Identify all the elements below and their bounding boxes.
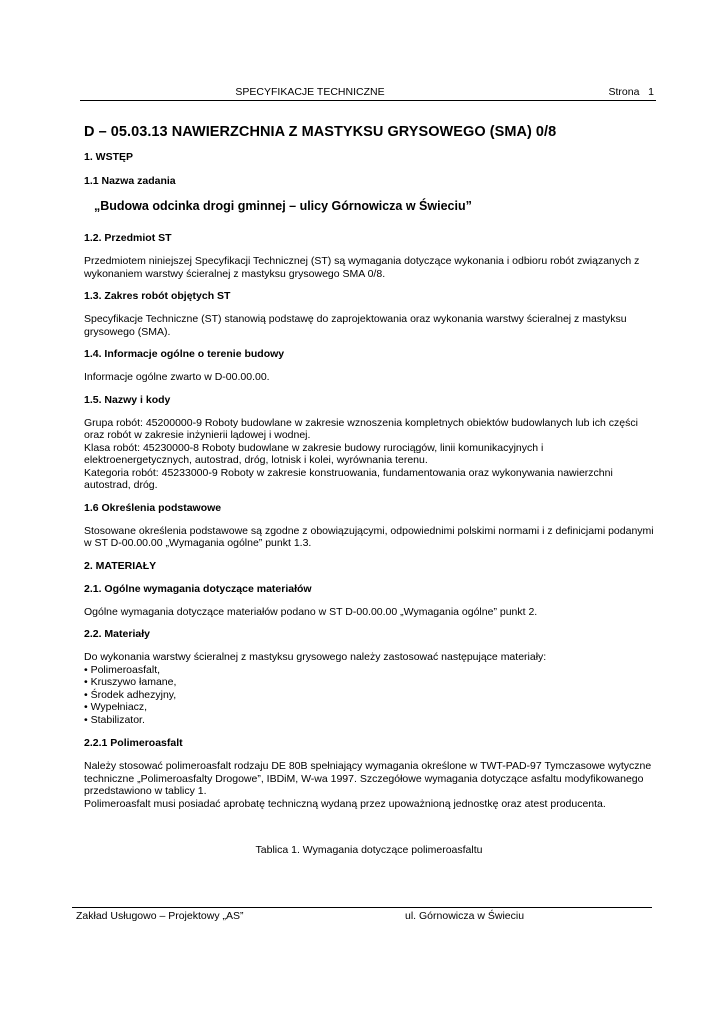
task-name: „Budowa odcinka drogi gminnej – ulicy Górnowicza w Świeciu” — [94, 199, 472, 213]
table-caption: Tablica 1. Wymagania dotyczące polimeroasfaltu — [255, 844, 483, 856]
list-item: • Kruszywo łamane, — [84, 676, 654, 689]
footer-company: Zakład Usługowo – Projektowy „AS” — [76, 910, 244, 922]
section-heading-1-4: 1.4. Informacje ogólne o terenie budowy — [84, 348, 285, 360]
list-item: • Wypełniacz, — [84, 701, 654, 714]
section-heading-1-1: 1.1 Nazwa zadania — [84, 175, 176, 187]
section-heading-1: 1. WSTĘP — [84, 151, 134, 163]
paragraph-2-2: Do wykonania warstwy ścieralnej z mastyksu grysowego należy zastosować następujące materiały: — [84, 651, 547, 663]
document-title: D – 05.03.13 NAWIERZCHNIA Z MASTYKSU GRYSOWEGO (SMA) 0/8 — [84, 124, 557, 140]
paragraph-1-5-class: Klasa robót: 45230000-8 Roboty budowlane w zakresie budowy rurociągów, linii komunikacyjnych i elektroenergetycznych, autostrad, dróg, lotnisk i kolei, wyrównania terenu. — [84, 441, 544, 466]
paragraph-1-5-category: Kategoria robót: 45233000-9 Roboty w zakresie konstruowania, fundamentowania oraz wykonywania nawierzchni autostrad, dróg. — [84, 466, 613, 491]
paragraph-1-3: Specyfikacje Techniczne (ST) stanowią podstawę do zaprojektowania oraz wykonania warstwy ścieralnej z mastyksu grysowego (SMA). — [84, 313, 627, 338]
paragraph-2-2-1: Należy stosować polimeroasfalt rodzaju DE 80B spełniający wymagania określone w TWT-PAD-97 Tymczasowe wytyczne techniczne „Polimeroasfalty Drogowe”, IBDiM, W-wa 1997. Szczegółowe wymagania dotyczące asfaltu modyfikowanego przedstawiono w tablicy 1. — [84, 760, 652, 797]
header-title: SPECYFIKACJE TECHNICZNE — [235, 86, 385, 98]
section-heading-2-2: 2.2. Materiały — [84, 628, 150, 640]
list-item: • Środek adhezyjny, — [84, 689, 654, 702]
section-heading-2: 2. MATERIAŁY — [84, 559, 157, 572]
materials-list — [84, 664, 654, 727]
list-item: • Stabilizator. — [84, 714, 654, 727]
header-rule — [80, 100, 656, 101]
paragraph-1-5-group: Grupa robót: 45200000-9 Roboty budowlane w zakresie wznoszenia kompletnych obiektów budowlanych lub ich części oraz robót w zakresie inżynierii lądowej i wodnej. — [84, 416, 638, 441]
paragraph-2-2-1-approval: Polimeroasfalt musi posiadać aprobatę techniczną wydaną przez upoważnioną jednostkę oraz atest producenta. — [84, 797, 606, 810]
section-heading-2-2-1: 2.2.1 Polimeroasfalt — [84, 737, 183, 749]
paragraph-1-4: Informacje ogólne zwarto w D-00.00.00. — [84, 371, 270, 383]
section-heading-2-1: 2.1. Ogólne wymagania dotyczące materiałów — [84, 582, 312, 595]
section-heading-1-6: 1.6 Określenia podstawowe — [84, 501, 222, 514]
section-heading-1-5: 1.5. Nazwy i kody — [84, 393, 171, 406]
footer-rule — [72, 907, 652, 908]
page-number: Strona 1 — [608, 86, 654, 98]
list-item: • Polimeroasfalt, — [84, 664, 654, 677]
paragraph-1-6: Stosowane określenia podstawowe są zgodne z obowiązującymi, odpowiednimi polskimi normami i z definicjami podanymi w ST D-00.00.00 „Wymagania ogólne” punkt 1.3. — [84, 524, 654, 549]
paragraph-2-1: Ogólne wymagania dotyczące materiałów podano w ST D-00.00.00 „Wymagania ogólne” punkt 2. — [84, 605, 538, 618]
section-heading-1-2: 1.2. Przedmiot ST — [84, 232, 172, 244]
document-body — [84, 124, 654, 856]
section-heading-1-3: 1.3. Zakres robót objętych ST — [84, 290, 231, 302]
footer-address: ul. Górnowicza w Świeciu — [405, 910, 525, 922]
page-header — [80, 86, 656, 100]
paragraph-1-2: Przedmiotem niniejszej Specyfikacji Technicznej (ST) są wymagania dotyczące wykonania i odbioru robót związanych z wykonaniem warstwy ścieralnej z mastyksu grysowego SMA 0/8. — [84, 255, 640, 280]
